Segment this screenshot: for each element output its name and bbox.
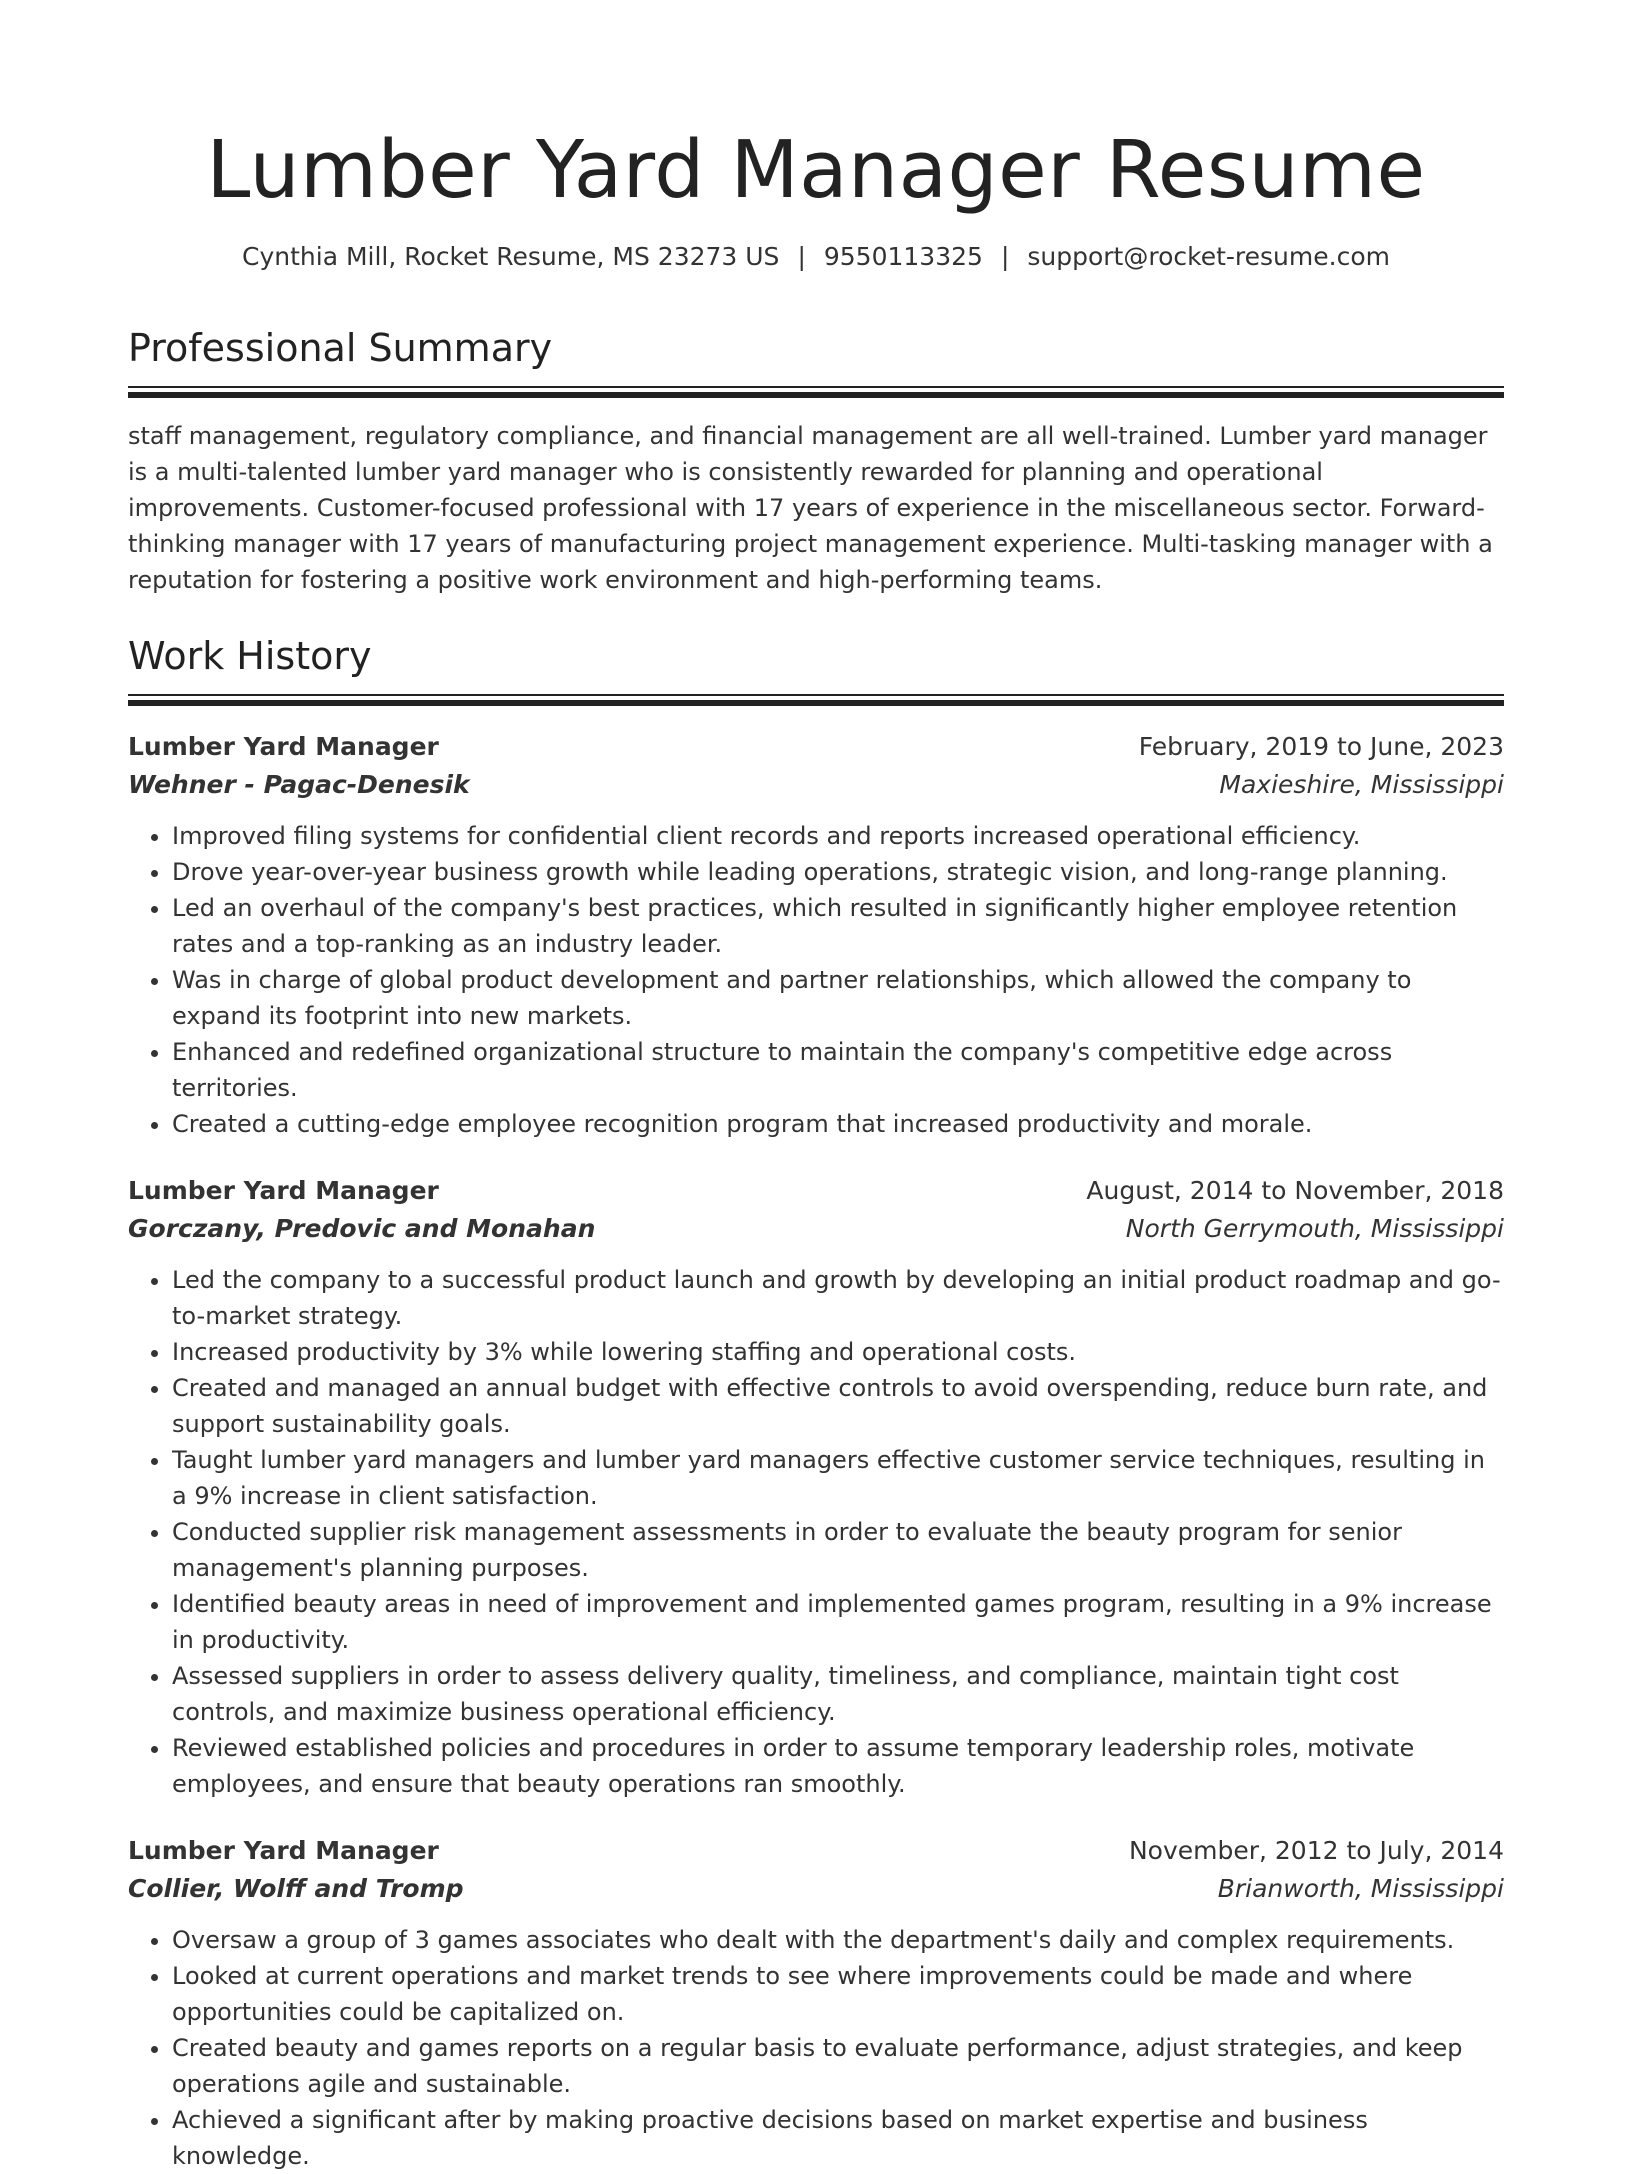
summary-heading: Professional Summary [128,326,553,370]
work-heading: Work History [128,634,372,678]
section-divider [128,386,1504,398]
contact-address: Cynthia Mill, Rocket Resume, MS 23273 US [242,242,780,271]
contact-phone: 9550113325 [823,242,983,271]
job-bullet: • Increased productivity by 3% while lowering staffing and operational costs. [172,1334,1504,1370]
job-bullet: • Was in charge of global product development and partner relationships, which allowed the company to expand its footprint into new markets. [172,962,1504,1034]
job-dates: November, 2012 to July, 2014 [1128,1836,1504,1865]
job-bullet: • Led an overhaul of the company's best practices, which resulted in significantly higher employee retention rates and a top-ranking as an industry leader. [172,890,1504,962]
job-title: Lumber Yard Manager [128,1176,439,1205]
job-entry [128,728,1504,1142]
job-bullet: • Led the company to a successful product launch and growth by developing an initial product roadmap and go-to-market strategy. [172,1262,1504,1334]
job-bullet: • Drove year-over-year business growth while leading operations, strategic vision, and long-range planning. [172,854,1504,890]
job-bullets [128,818,1504,1142]
job-company: Wehner - Pagac-Denesik [128,770,470,799]
contact-line [128,240,1504,274]
job-company: Collier, Wolff and Tromp [128,1874,464,1903]
section-divider [128,694,1504,706]
job-bullet: • Reviewed established policies and procedures in order to assume temporary leadership roles, motivate employees, and ensure that beauty operations ran smoothly. [172,1730,1504,1802]
job-company: Gorczany, Predovic and Monahan [128,1214,596,1243]
job-bullet: • Oversaw a group of 3 games associates who dealt with the department's daily and complex requirements. [172,1922,1504,1958]
job-dates: August, 2014 to November, 2018 [1086,1176,1504,1205]
job-title: Lumber Yard Manager [128,1836,439,1865]
job-entry [128,1832,1504,2174]
job-bullet: • Achieved a significant after by making proactive decisions based on market expertise and business knowledge. [172,2102,1504,2174]
job-bullet: • Looked at current operations and market trends to see where improvements could be made and where opportunities could be capitalized on. [172,1958,1504,2030]
job-bullet: • Assessed suppliers in order to assess delivery quality, timeliness, and compliance, maintain tight cost controls, and maximize business operational efficiency. [172,1658,1504,1730]
job-bullet: • Enhanced and redefined organizational structure to maintain the company's competitive edge across territories. [172,1034,1504,1106]
job-bullet: • Taught lumber yard managers and lumber yard managers effective customer service techniques, resulting in a 9% increase in client satisfaction. [172,1442,1504,1514]
summary-text: staff management, regulatory compliance, and financial management are all well-trained. Lumber yard manager is a multi-talented lumber yard manager who is consistently rewarded for planning and operational improvements. Customer-focused professional with 17 years of experience in the miscellaneous sector. Forward-thinking manager with 17 years of manufacturing project management experience. Multi-tasking manager with a reputation for fostering a positive work environment and high-performing teams. [128,422,1493,594]
job-location: Brianworth, Mississippi [1217,1874,1504,1903]
job-bullet: • Created and managed an annual budget with effective controls to avoid overspending, reduce burn rate, and support sustainability goals. [172,1370,1504,1442]
job-entry [128,1172,1504,1802]
contact-separator: | [797,242,806,271]
job-bullet: • Created beauty and games reports on a regular basis to evaluate performance, adjust strategies, and keep operations agile and sustainable. [172,2030,1504,2102]
job-bullet: • Conducted supplier risk management assessments in order to evaluate the beauty program for senior management's planning purposes. [172,1514,1504,1586]
job-bullet: • Created a cutting-edge employee recognition program that increased productivity and morale. [172,1106,1504,1142]
contact-email: support@rocket-resume.com [1027,242,1390,271]
resume-title: Lumber Yard Manager Resume [206,124,1426,216]
job-location: North Gerrymouth, Mississippi [1125,1214,1504,1243]
job-bullet: • Improved filing systems for confidential client records and reports increased operational efficiency. [172,818,1504,854]
job-bullets [128,1922,1504,2174]
job-title: Lumber Yard Manager [128,732,439,761]
summary-section-header [128,324,1504,398]
contact-separator: | [1000,242,1010,271]
job-bullet: • Identified beauty areas in need of improvement and implemented games program, resulting in a 9% increase in productivity. [172,1586,1504,1658]
work-section-header [128,632,1504,706]
job-dates: February, 2019 to June, 2023 [1138,732,1504,761]
job-location: Maxieshire, Mississippi [1219,770,1504,799]
job-bullets [128,1262,1504,1802]
